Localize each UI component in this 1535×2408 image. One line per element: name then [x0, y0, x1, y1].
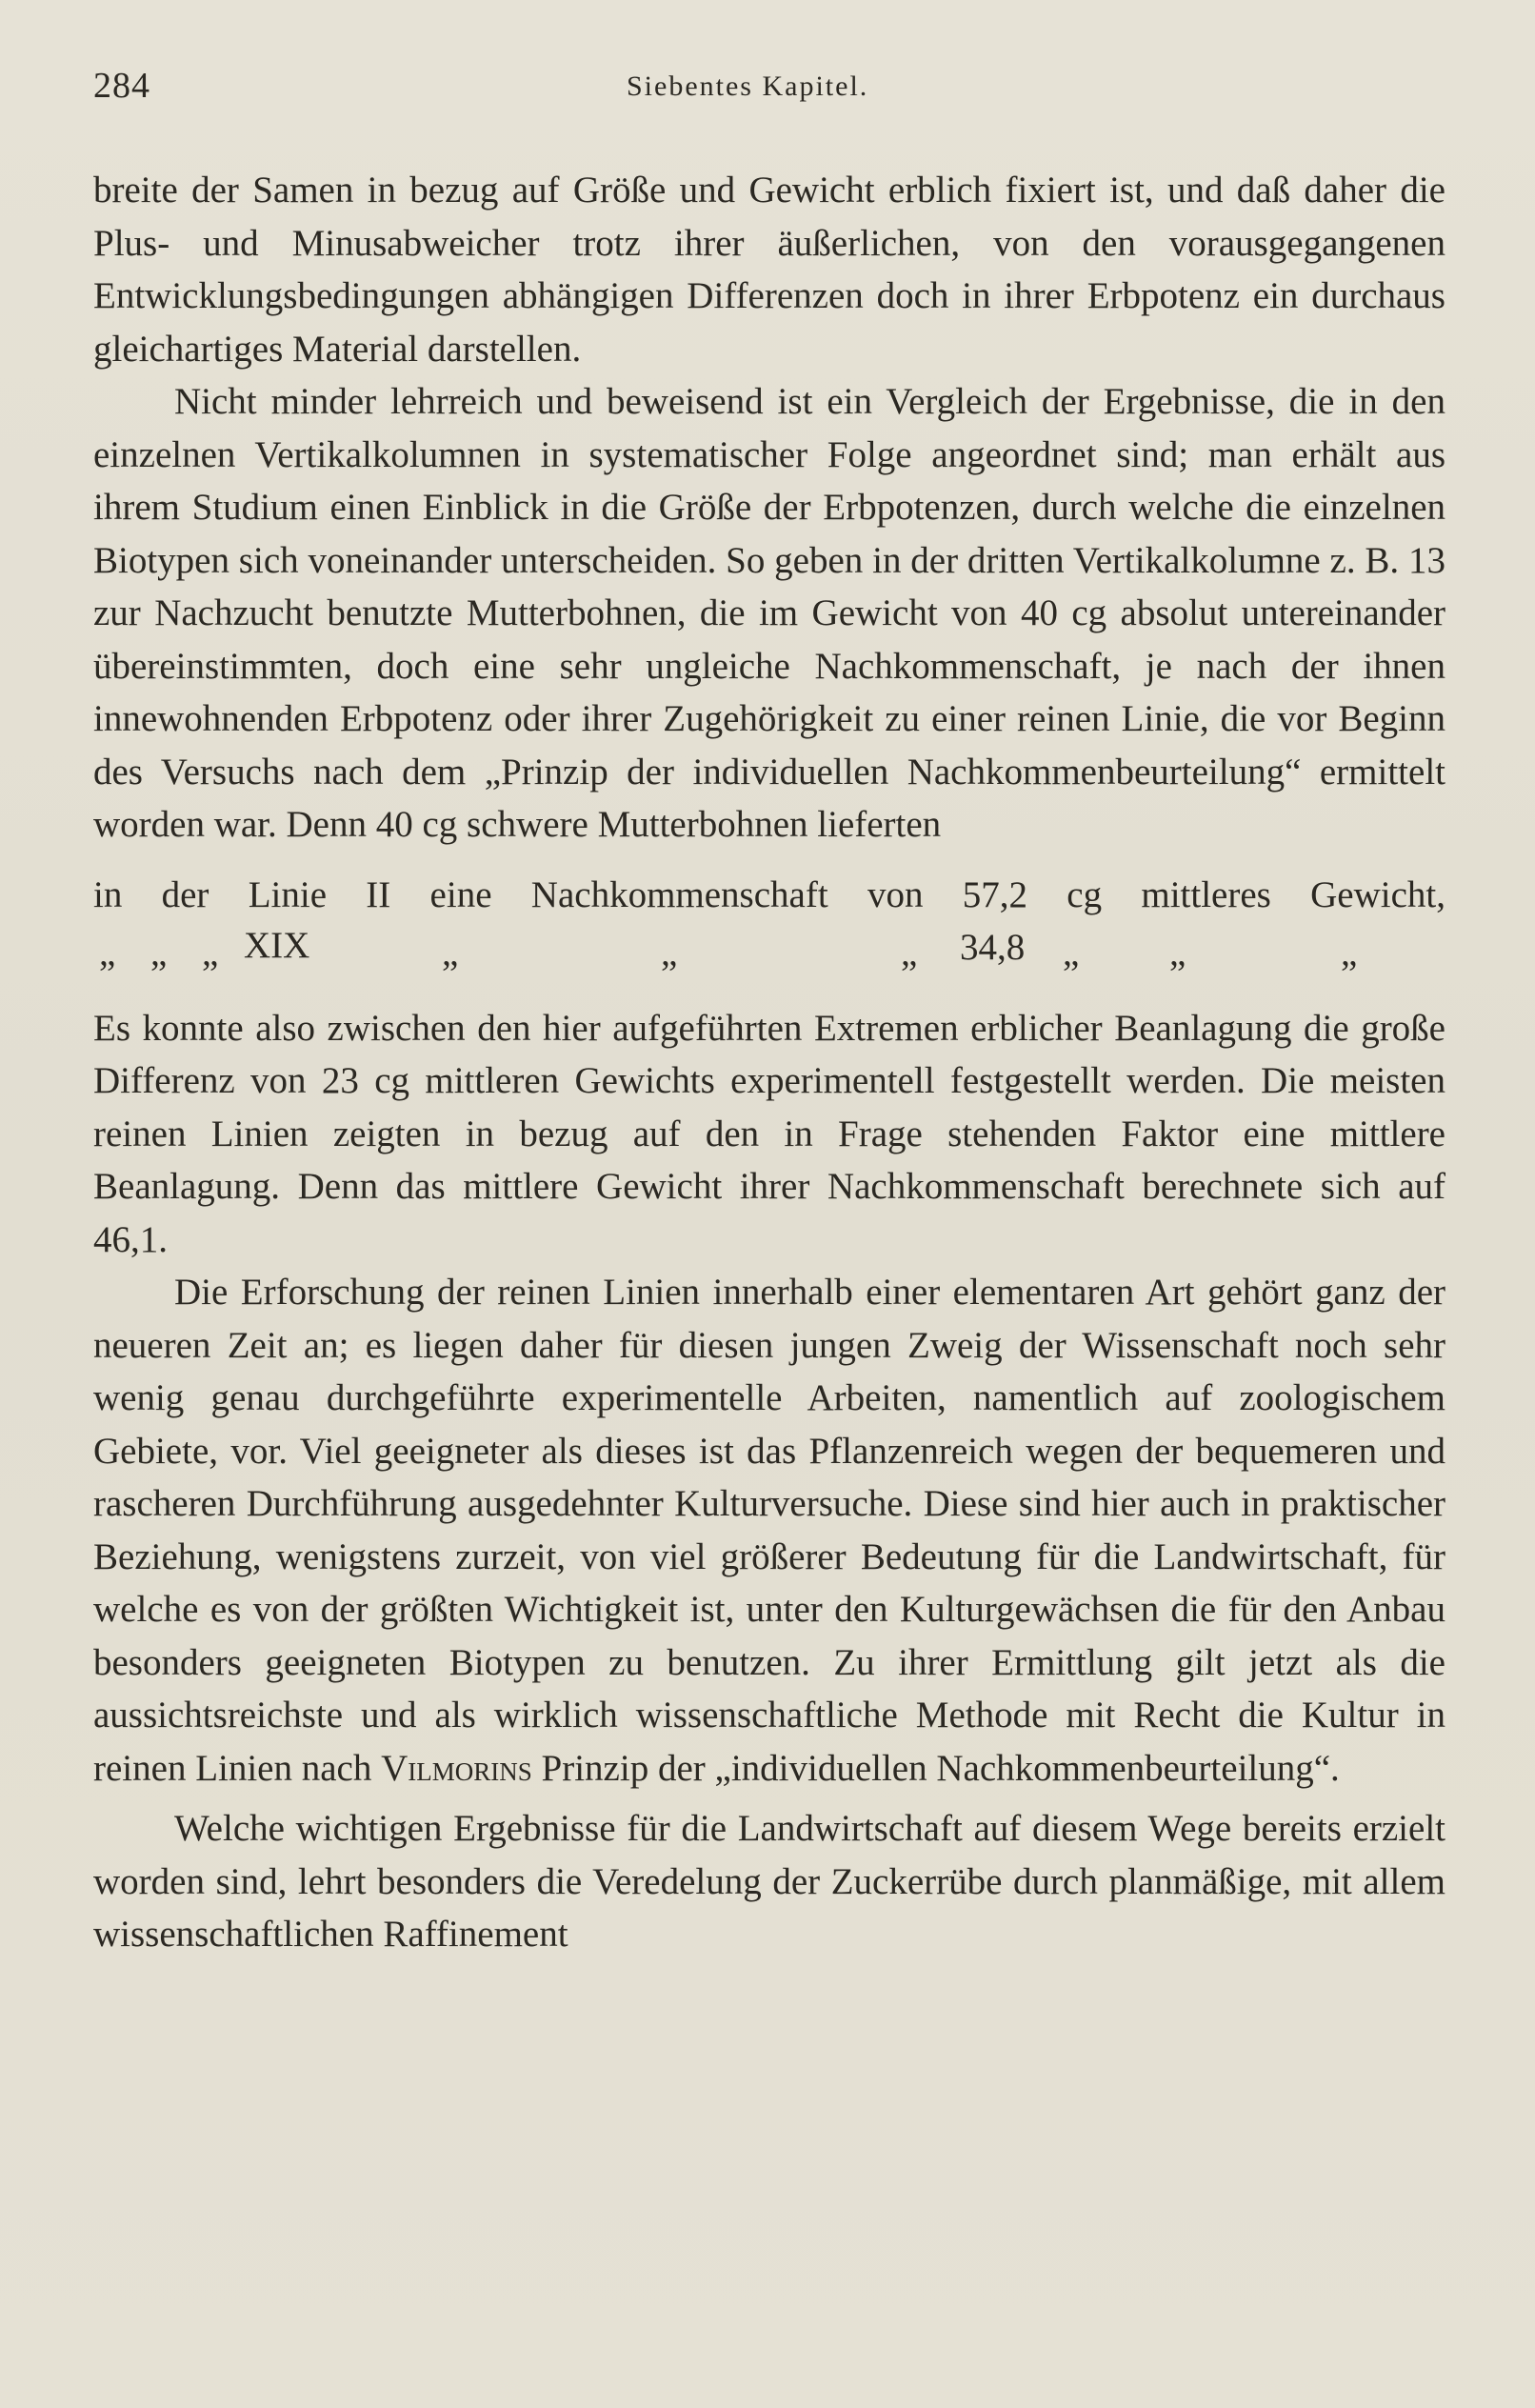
paragraph: Es konnte also zwischen den hier aufgeführten Extremen erblicher Beanlagung die große Differenz von 23 cg mittleren Gewichts experimentell festgestellt werden. Die meisten reinen Linien zeigten in bezug auf den in Frage stehenden Faktor eine mittlere Beanlagung. Denn das mittlere Gewicht ihrer Nachkommenschaft berechnete sich auf 46,1. [93, 1007, 1445, 1260]
paragraph [93, 1266, 1445, 1795]
page-header [93, 65, 1444, 122]
ditto-mark: „ [442, 932, 459, 973]
ditto-mark: „ [202, 932, 219, 973]
paragraph-continuation: breite der Samen in bezug auf Größe und Gewicht erblich fixiert ist, und daß daher die Plus- und Minusabweicher trotz ihrer äußerlichen, von den vorausgegangenen Entwicklungsbedingungen abhängigen Differenzen doch in ihrer Erbpotenz ein durchaus gleichartiges Material darstellen. [93, 170, 1445, 370]
author-name: Vilmorins [381, 1747, 532, 1789]
ditto-mark: „ [1063, 932, 1080, 973]
paragraph: Nicht minder lehrreich und beweisend ist ein Vergleich der Ergebnisse, die in den einzelnen Vertikalkolumnen in systematischer Folge angeordnet sind; man erhält aus ihrem Studium einen Einblick in die Größe der Erbpotenzen, durch welche die einzelnen Biotypen sich voneinander unterscheiden. So geben in der dritten Vertikalkolumne z. B. 13 zur Nachzucht benutzte Mutterbohnen, die im Gewicht von 40 cg absolut untereinander übereinstimmten, doch eine sehr ungleiche Nachkommenschaft, je nach der ihnen innewohnenden Erbpotenz oder ihrer Zugehörigkeit zu einer reinen Linie, die vor Beginn des Versuchs nach dem „Prinzip der individuellen Nachkommenbeurteilung“ ermittelt worden war. Denn 40 cg schwere Mutterbohnen lieferten [93, 381, 1445, 845]
list-row-linie-II [93, 869, 1445, 924]
list-row-linie-XIX [93, 924, 1445, 979]
results-list [93, 869, 1445, 979]
ditto-mark: „ [1169, 932, 1186, 973]
body-text [93, 164, 1445, 1961]
weight-value: 34,8 [960, 926, 1026, 968]
ditto-mark: „ [150, 932, 168, 973]
linie-label: XIX [244, 924, 310, 966]
ditto-mark: „ [99, 932, 116, 973]
paragraph-tail: Prinzip der „individuellen Nachkommenbeurteilung“. [531, 1747, 1340, 1789]
ditto-mark: „ [901, 932, 918, 973]
ditto-mark: „ [661, 932, 678, 973]
page-number: 284 [93, 66, 150, 106]
paragraph: Welche wichtigen Ergebnisse für die Landwirtschaft auf diesem Wege bereits erzielt worden sind, lehrt besonders die Veredelung der Zuckerrübe durch planmäßige, mit allem wissenschaftlichen Raffinement [93, 1808, 1445, 1955]
ditto-mark: „ [1341, 932, 1358, 973]
list-row-text: in der Linie II eine Nachkommenschaft von 57,2 cg mittleres Gewicht, [93, 873, 1445, 915]
running-head: Siebentes Kapitel. [627, 70, 869, 102]
paragraph-body: Die Erforschung der reinen Linien innerhalb einer elementaren Art gehört ganz der neueren Zeit an; es liegen daher für diesen jungen Zweig der Wissenschaft noch sehr wenig genau durchgeführte experimentelle Arbeiten, namentlich auf zoologischem Gebiete, vor. Viel geeigneter als dieses ist das Pflanzenreich wegen der bequemeren und rascheren Durchführung ausgedehnter Kulturversuche. Diese sind hier auch in praktischer Beziehung, wenigstens zurzeit, von viel größerer Bedeutung für die Landwirtschaft, für welche es von der größten Wichtigkeit ist, unter den Kulturgewächsen die für den Anbau besonders geeigneten Biotypen zu benutzen. Zu ihrer Ermittlung gilt jetzt als die aussichtsreichste und als wirklich wissenschaftliche Methode mit Recht die Kultur in reinen Linien nach [93, 1272, 1445, 1789]
